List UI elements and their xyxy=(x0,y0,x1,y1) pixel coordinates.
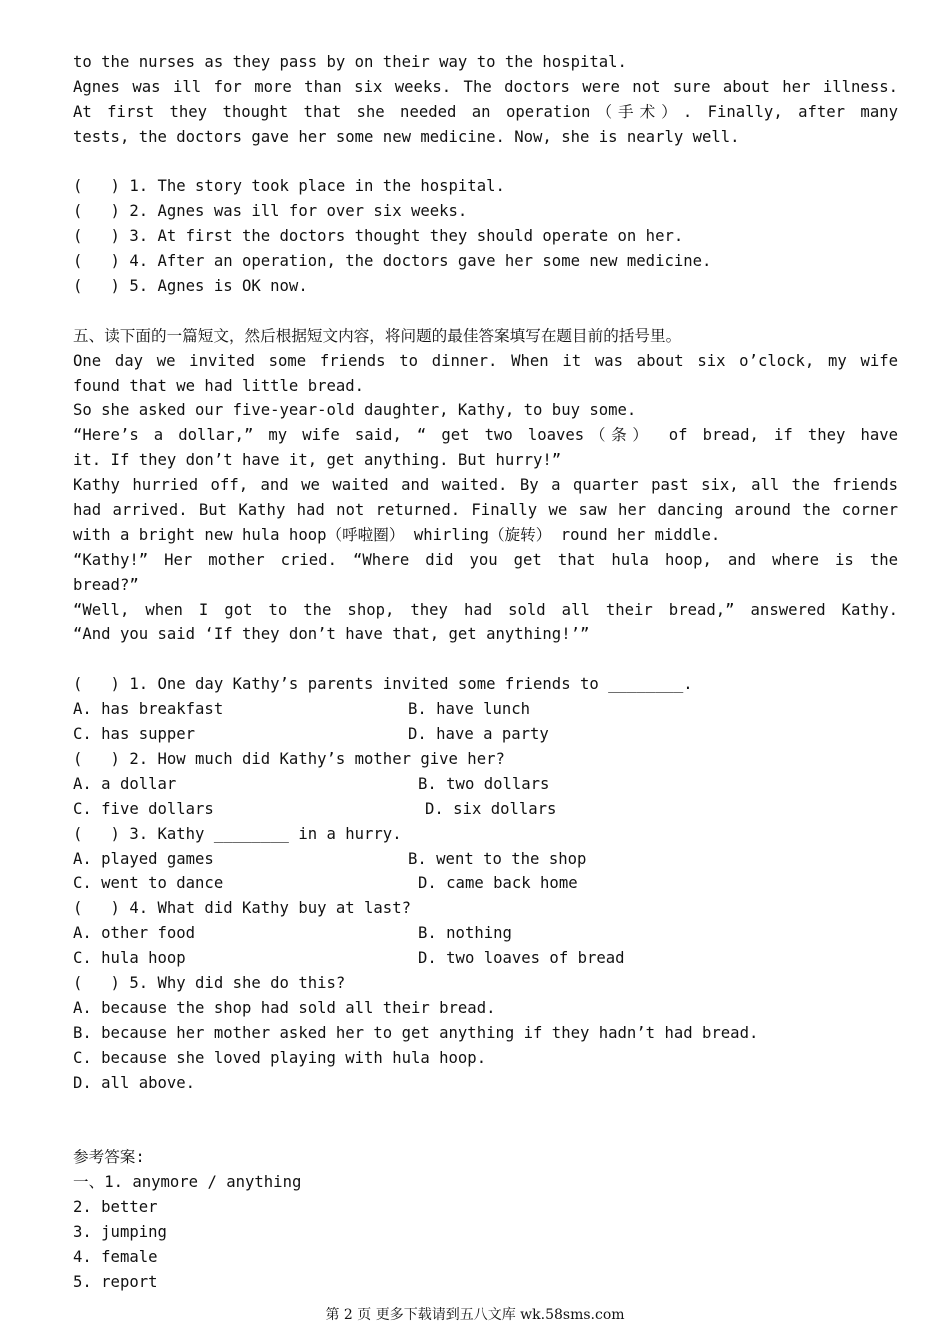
passage-line: Agnes was ill for more than six weeks. The doctors were not sure about her illness. xyxy=(73,77,898,96)
option-row xyxy=(73,697,898,722)
passage-line: tests, the doctors gave her some new medicine. Now, she is nearly well. xyxy=(73,127,740,146)
option-row xyxy=(73,847,898,872)
passage-line: “Here’s a dollar,” my wife said, “ get two loaves（条） of bread, if they have xyxy=(73,426,898,445)
option-c: C. five dollars xyxy=(73,799,214,818)
option-b: B. have lunch xyxy=(408,700,531,719)
question-stem: ( ) 3. Kathy ________ in a hurry. xyxy=(73,824,402,843)
passage-line: So she asked our five-year-old daughter, Kathy, to buy some. xyxy=(73,401,637,420)
passage-line: it. If they don’t have it, get anything. But hurry!” xyxy=(73,451,562,470)
option-d: D. have a party xyxy=(408,725,549,744)
option-row xyxy=(73,797,898,822)
page-footer: 第 2 页 更多下载请到五八文库 wk.58sms.com xyxy=(325,1307,625,1323)
answer-item: 5. report xyxy=(73,1272,158,1291)
spacer xyxy=(73,150,898,175)
option-b: B. nothing xyxy=(418,924,512,943)
passage-line: to the nurses as they pass by on their way to the hospital. xyxy=(73,53,627,71)
section-heading: 五、读下面的一篇短文，然后根据短文内容，将问题的最佳答案填写在题目前的括号里。 xyxy=(73,326,682,345)
passage-line: At first they thought that she needed an operation（手术）. Finally, after many xyxy=(73,102,898,121)
option-d: D. two loaves of bread xyxy=(418,949,625,968)
passage-line: found that we had little bread. xyxy=(73,376,365,395)
question-stem: ( ) 1. One day Kathy’s parents invited some friends to ________. xyxy=(73,675,693,694)
question-stem: ( ) 2. How much did Kathy’s mother give her? xyxy=(73,749,505,768)
option-c: C. went to dance xyxy=(73,874,224,893)
option-row xyxy=(73,871,898,896)
question-line: ( ) 3. At first the doctors thought they should operate on her. xyxy=(73,227,684,246)
passage-line: Kathy hurried off, and we waited and waited. By a quarter past six, all the friends xyxy=(73,476,898,495)
document-page xyxy=(73,50,898,1295)
answer-item: 一、1. anymore / anything xyxy=(73,1173,302,1192)
answers-title: 参考答案: xyxy=(73,1148,145,1167)
passage-line: had arrived. But Kathy had not returned. Finally we saw her dancing around the corner xyxy=(73,501,898,520)
option-a: A. a dollar xyxy=(73,774,177,793)
passage-line: “And you said ‘If they don’t have that, get anything!’” xyxy=(73,625,590,644)
option-row xyxy=(73,921,898,946)
question-line: ( ) 2. Agnes was ill for over six weeks. xyxy=(73,202,468,221)
option-b: B. two dollars xyxy=(418,774,550,793)
option-c: C. because she loved playing with hula hoop. xyxy=(73,1048,487,1067)
spacer xyxy=(73,1120,898,1145)
question-stem: ( ) 4. What did Kathy buy at last? xyxy=(73,899,411,918)
option-a: A. played games xyxy=(73,849,214,868)
answer-item: 3. jumping xyxy=(73,1222,167,1241)
option-c: C. hula hoop xyxy=(73,949,186,968)
option-row xyxy=(73,946,898,971)
option-row xyxy=(73,772,898,797)
spacer xyxy=(73,299,898,324)
passage-line: “Kathy!” Her mother cried. “Where did you get that hula hoop, and where is the xyxy=(73,550,898,569)
spacer xyxy=(73,1095,898,1120)
passage-line: bread?” xyxy=(73,575,139,594)
option-d: D. six dollars xyxy=(425,799,557,818)
question-stem: ( ) 5. Why did she do this? xyxy=(73,973,346,992)
answer-item: 4. female xyxy=(73,1247,158,1266)
option-b: B. went to the shop xyxy=(408,849,587,868)
option-a: A. because the shop had sold all their bread. xyxy=(73,998,496,1017)
spacer xyxy=(73,647,898,672)
option-row xyxy=(73,722,898,747)
option-b: B. because her mother asked her to get anything if they hadn’t had bread. xyxy=(73,1023,759,1042)
option-d: D. came back home xyxy=(418,874,578,893)
passage-line: “Well, when I got to the shop, they had sold all their bread,” answered Kathy. xyxy=(73,600,898,619)
question-line: ( ) 5. Agnes is OK now. xyxy=(73,277,308,296)
option-a: A. other food xyxy=(73,924,196,943)
passage-line: One day we invited some friends to dinner. When it was about six o’clock, my wife xyxy=(73,351,898,370)
question-line: ( ) 4. After an operation, the doctors gave her some new medicine. xyxy=(73,252,712,271)
option-c: C. has supper xyxy=(73,725,196,744)
question-line: ( ) 1. The story took place in the hospital. xyxy=(73,177,505,196)
passage-line: with a bright new hula hoop（呼啦圈） whirling（旋转） round her middle. xyxy=(73,525,721,544)
option-a: A. has breakfast xyxy=(73,700,224,719)
option-d: D. all above. xyxy=(73,1073,196,1092)
answer-item: 2. better xyxy=(73,1197,158,1216)
